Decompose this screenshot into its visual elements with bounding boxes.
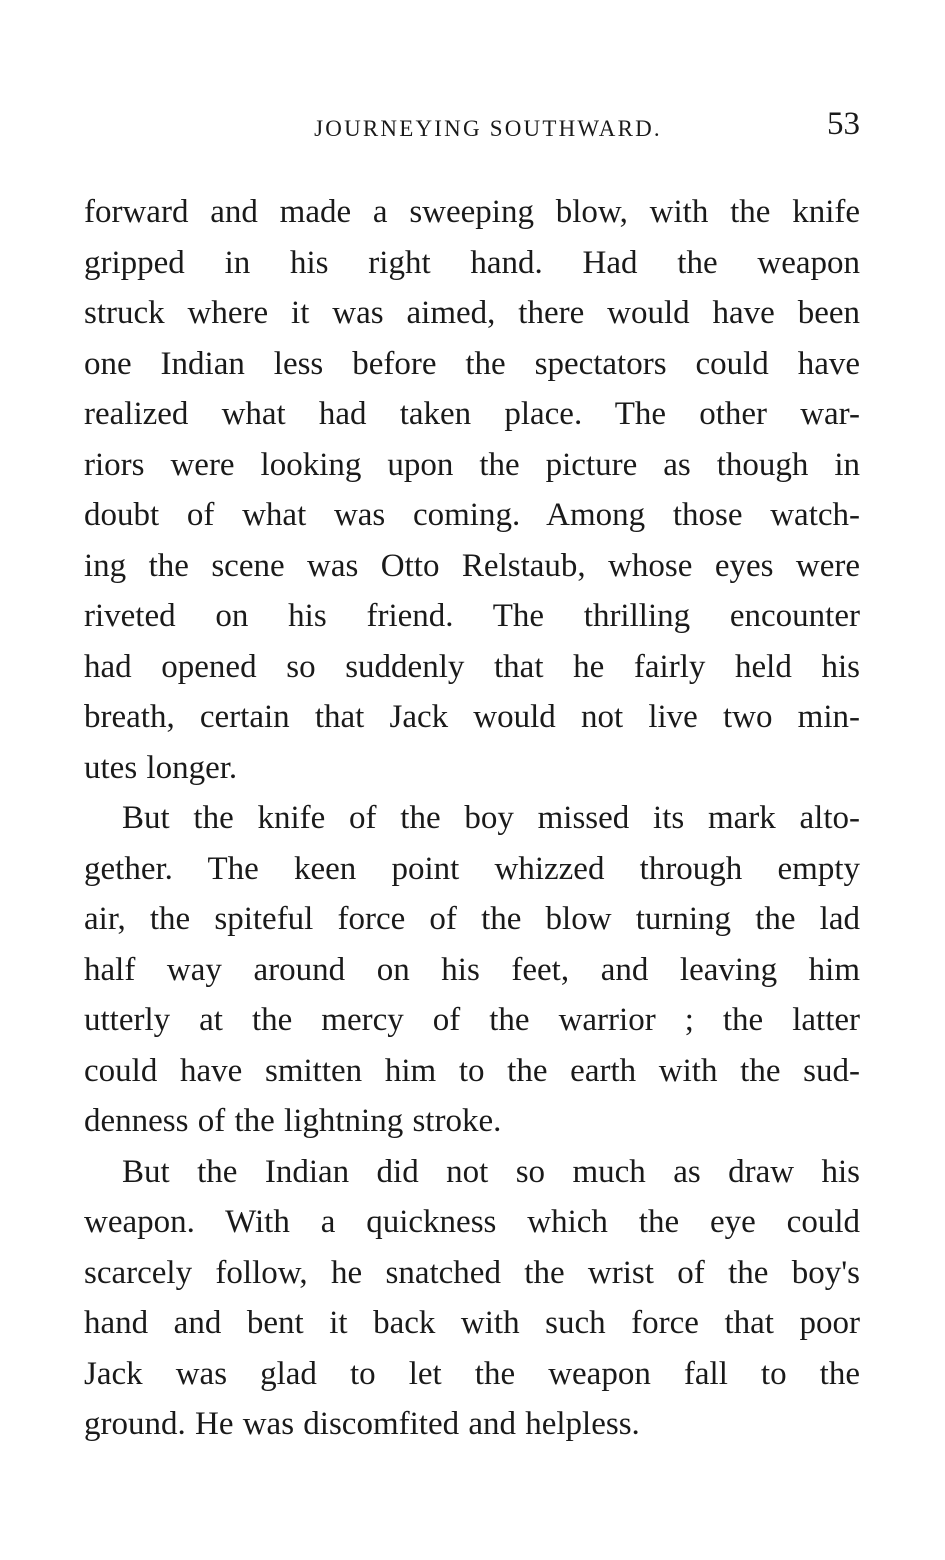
text-line: weapon. With a quickness which the eye could [84,1204,860,1240]
paragraph-1 [84,187,860,793]
text-line: forward and made a sweeping blow, with the knife [84,194,860,230]
text-line: air, the spiteful force of the blow turning the lad [84,901,860,937]
text-line: But the Indian did not so much as draw his [122,1153,860,1190]
text-line: hand and bent it back with such force that poor [84,1305,860,1341]
text-line: riors were looking upon the picture as though in [84,446,860,483]
text-line: half way around on his feet, and leaving him [84,951,860,988]
paragraph-2 [84,793,860,1147]
text-line: But the knife of the boy missed its mark alto- [122,800,860,836]
text-line: realized what had taken place. The other war- [84,396,860,432]
text-line: gether. The keen point whizzed through empty [84,850,860,887]
text-line: utterly at the mercy of the warrior ; the latter [84,1002,860,1038]
text-line: breath, certain that Jack would not live two min- [84,699,860,735]
text-line: struck where it was aimed, there would have been [84,295,860,331]
text-line: gripped in his right hand. Had the weapon [84,244,860,281]
text-line: riveted on his friend. The thrilling encounter [84,598,860,634]
running-title: JOURNEYING SOUTHWARD. [314,116,662,141]
running-head [88,106,860,152]
text-line: denness of the lightning stroke. [84,1103,502,1139]
text-line: ground. He was discomfited and helpless. [84,1406,640,1442]
text-line: one Indian less before the spectators could have [84,345,860,382]
page-number: 53 [827,106,860,142]
text-line: could have smitten him to the earth with the sud- [84,1052,860,1089]
text-line: utes longer. [84,749,238,786]
paragraph-3 [84,1147,860,1450]
text-line: ing the scene was Otto Relstaub, whose eyes were [84,547,860,584]
text-line: doubt of what was coming. Among those watch- [84,497,860,533]
body-text [84,187,860,1450]
text-line: Jack was glad to let the weapon fall to the [84,1355,860,1392]
text-line: had opened so suddenly that he fairly held his [84,648,860,685]
text-line: scarcely follow, he snatched the wrist of the boy's [84,1254,860,1291]
